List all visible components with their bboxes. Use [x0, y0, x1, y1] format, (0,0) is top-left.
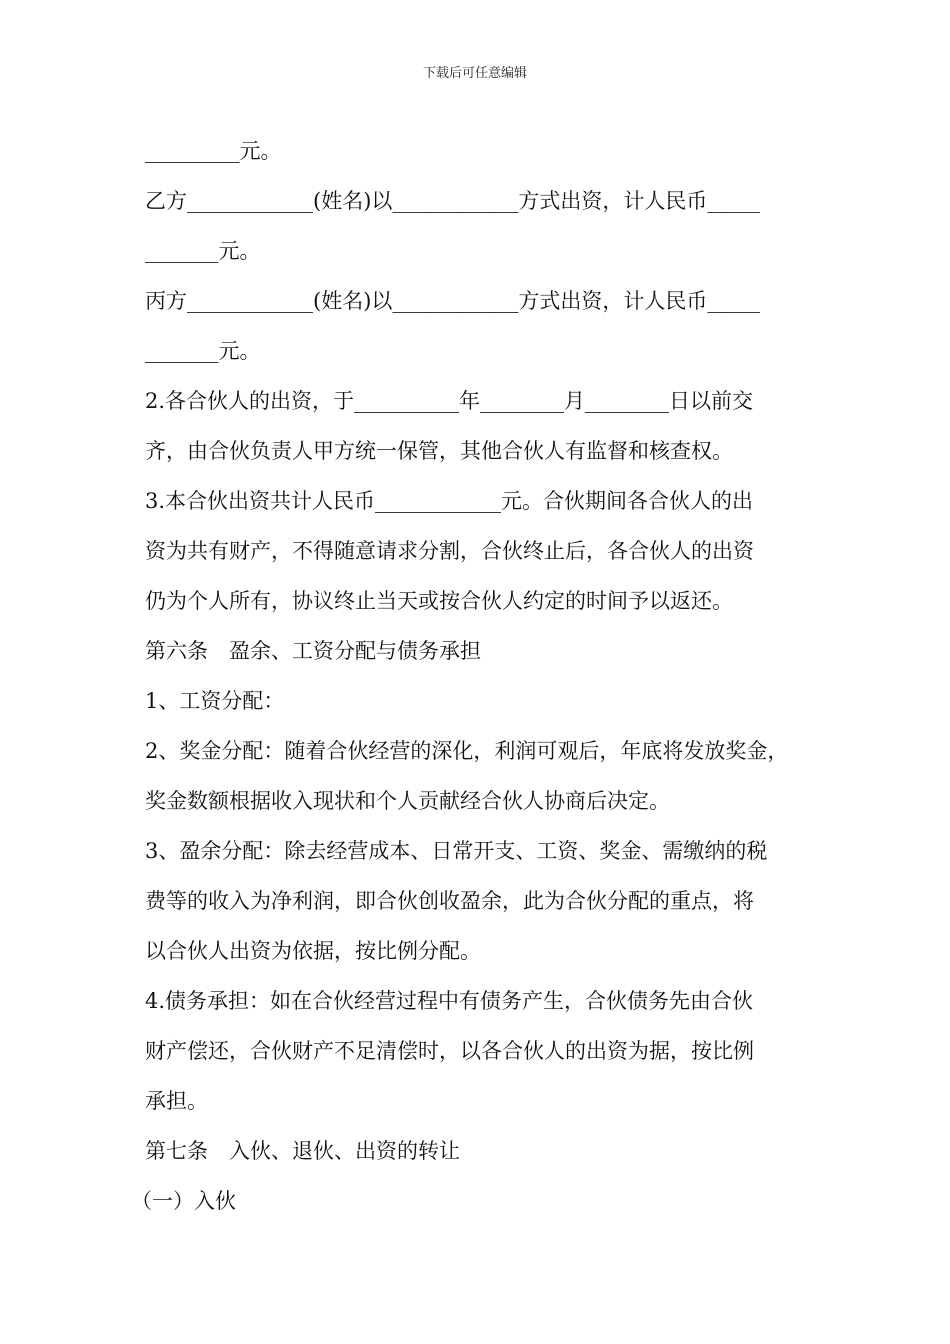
text-line: _________元。: [145, 139, 282, 163]
text-line: 2.各合伙人的出资，于__________年________月________日以前交: [145, 389, 754, 413]
text-line: 承担。: [145, 1089, 208, 1113]
text-line: 齐，由合伙负责人甲方统一保管，其他合伙人有监督和核查权。: [145, 439, 733, 463]
text-line: 4.债务承担：如在合伙经营过程中有债务产生，合伙债务先由合伙: [145, 989, 754, 1013]
text-line: 1、工资分配：: [145, 689, 285, 713]
text-line: 2、奖金分配：随着合伙经营的深化，利润可观后，年底将发放奖金，: [145, 739, 789, 763]
subsection-heading: （一）入伙: [131, 1189, 236, 1213]
text-line: 奖金数额根据收入现状和个人贡献经合伙人协商后决定。: [145, 789, 670, 813]
document-body: [131, 126, 825, 1226]
text-line: 乙方____________(姓名)以____________方式出资，计人民币_____: [145, 189, 760, 213]
text-line: _______元。: [145, 339, 261, 363]
text-line: 3、盈余分配：除去经营成本、日常开支、工资、奖金、需缴纳的税: [145, 839, 768, 863]
section-heading: 第七条 入伙、退伙、出资的转让: [145, 1139, 460, 1163]
section-heading: 第六条 盈余、工资分配与债务承担: [145, 639, 481, 663]
text-line: 仍为个人所有，协议终止当天或按合伙人约定的时间予以返还。: [145, 589, 733, 613]
text-line: 资为共有财产，不得随意请求分割，合伙终止后，各合伙人的出资: [145, 539, 754, 563]
text-line: _______元。: [145, 239, 261, 263]
text-line: 财产偿还，合伙财产不足清偿时，以各合伙人的出资为据，按比例: [145, 1039, 754, 1063]
text-line: 3.本合伙出资共计人民币____________元。合伙期间各合伙人的出: [145, 489, 754, 513]
text-line: 费等的收入为净利润，即合伙创收盈余，此为合伙分配的重点，将: [145, 889, 754, 913]
text-line: 丙方____________(姓名)以____________方式出资，计人民币_____: [145, 289, 760, 313]
text-line: 以合伙人出资为依据，按比例分配。: [145, 939, 481, 963]
page-header: 下载后可任意编辑: [422, 66, 527, 81]
